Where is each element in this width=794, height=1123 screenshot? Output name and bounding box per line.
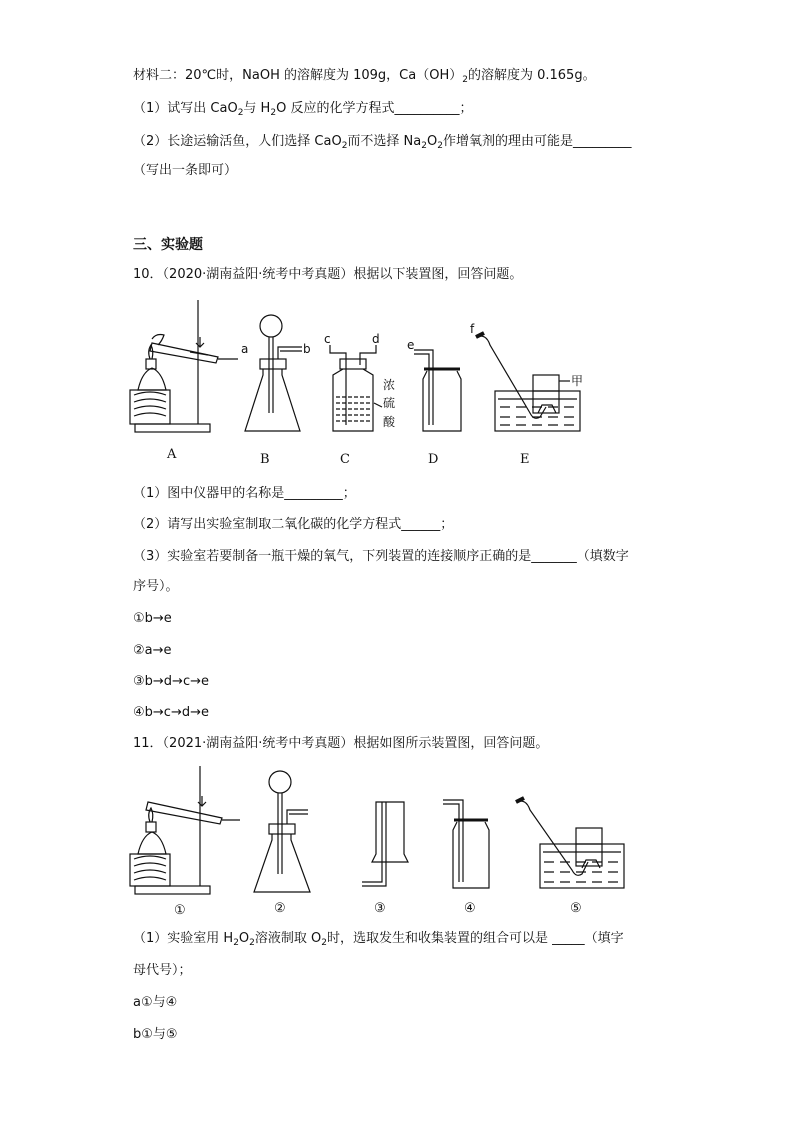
- q10-part1: （1）图中仪器甲的名称是_________；: [133, 486, 356, 501]
- acid-char-1: 浓: [383, 378, 396, 392]
- apparatus-b: [245, 315, 302, 431]
- caption-3: ③: [374, 901, 386, 916]
- apparatus-5: [516, 798, 624, 888]
- section-heading: 三、实验题: [133, 237, 203, 253]
- apparatus-d: [414, 350, 461, 431]
- label-c: c: [324, 332, 331, 346]
- q10-option-1: ①b→e: [133, 611, 172, 626]
- caption-1: ①: [174, 903, 186, 918]
- label-d: d: [372, 332, 380, 346]
- caption-c: C: [340, 452, 350, 467]
- q10-part3: （3）实验室若要制备一瓶干燥的氧气，下列装置的连接顺序正确的是_______（填数字: [133, 549, 629, 564]
- label-e: e: [407, 338, 415, 352]
- q11-option-b: b①与⑤: [133, 1027, 178, 1042]
- q11-part1: （1）实验室用 $H_2O_2$溶液制取 $O_2$时，选取发生和收集装置的组合可以是 _____（填字: [133, 931, 624, 948]
- q9-part2-note: （写出一条即可）: [133, 163, 238, 178]
- q10-part2: （2）请写出实验室制取二氧化碳的化学方程式______；: [133, 517, 454, 532]
- q10-stem: 10．（2020·湖南益阳·统考中考真题）根据以下装置图，回答问题。: [133, 267, 523, 282]
- caption-a: A: [167, 447, 177, 462]
- apparatus-1: [130, 766, 240, 894]
- q11-option-a: a①与④: [133, 995, 178, 1010]
- q10-part3-cont: 序号）。: [133, 579, 179, 594]
- caption-e: E: [520, 452, 530, 467]
- apparatus-3: [362, 802, 408, 886]
- apparatus-4: [443, 800, 489, 888]
- apparatus-e: [476, 333, 580, 431]
- acid-char-3: 酸: [383, 415, 396, 429]
- material-2-text: 材料二：20℃时，NaOH 的溶解度为 109g，$Ca(OH)_2$的溶解度为 0.165g。: [133, 68, 596, 85]
- caption-d: D: [428, 452, 439, 467]
- q9-part2: （2）长途运输活鱼，人们选择 CaO$_2$而不选择 $Na_2O_2$作增氧剂的理由可能是_________: [133, 134, 632, 151]
- label-a: a: [241, 342, 249, 356]
- caption-5: ⑤: [570, 901, 582, 916]
- caption-4: ④: [464, 901, 476, 916]
- q11-part1-cont: 母代号）；: [133, 963, 192, 978]
- q10-option-4: ④b→c→d→e: [133, 705, 209, 720]
- q9-part1: （1）试写出 CaO$_2$与 $H_2O$ 反应的化学方程式__________；: [133, 101, 473, 118]
- q10-apparatus-figure: [130, 295, 670, 474]
- acid-char-2: 硫: [383, 396, 396, 410]
- q10-option-2: ②a→e: [133, 643, 172, 658]
- label-jia: 甲: [571, 374, 584, 388]
- caption-2: ②: [274, 901, 286, 916]
- q11-apparatus-figure: [130, 762, 630, 926]
- q10-option-3: ③b→d→c→e: [133, 674, 209, 689]
- apparatus-c: [330, 345, 382, 431]
- caption-b: B: [260, 452, 270, 467]
- apparatus-2: [254, 771, 310, 892]
- label-b: b: [303, 342, 311, 356]
- q11-stem: 11．（2021·湖南益阳·统考中考真题）根据如图所示装置图，回答问题。: [133, 736, 549, 751]
- label-f: f: [470, 322, 475, 336]
- apparatus-a: [130, 300, 238, 432]
